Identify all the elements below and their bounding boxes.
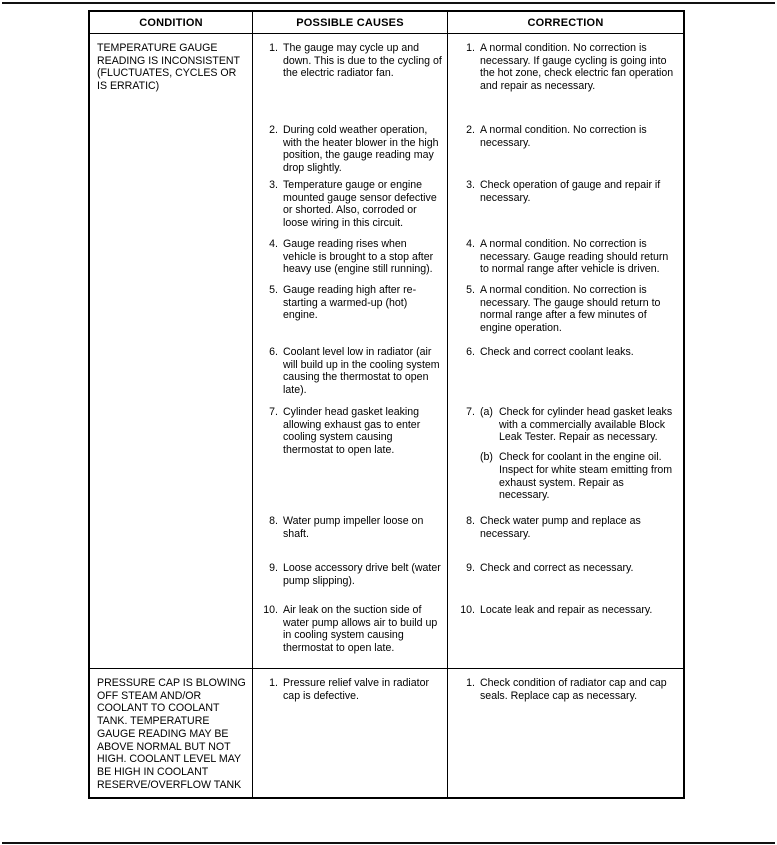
cause-item-number: 4. <box>269 238 278 250</box>
cause-item <box>259 346 442 397</box>
cause-item-text: During cold weather operation, with the heater blower in the high position, the gauge reading may drop slightly. <box>283 124 439 175</box>
correction-cell <box>448 34 683 124</box>
cause-item <box>259 604 442 655</box>
cause-item <box>259 42 442 80</box>
cause-cell <box>253 515 448 562</box>
cause-cell <box>253 284 448 346</box>
cause-item <box>259 562 442 587</box>
condition-cell: PRESSURE CAP IS BLOWING OFF STEAM AND/OR COOLANT TO COOLANT TANK. TEMPERATURE GAUGE READING MAY BE ABOVE NORMAL BUT NOT HIGH. COOLANT LEVEL MAY BE HIGH IN COOLANT RESERVE/OVERFLOW TANK <box>90 669 253 797</box>
cause-item-number: 6. <box>269 346 278 358</box>
cause-cell <box>253 34 448 124</box>
table-header-row <box>90 12 683 34</box>
cause-correction-pair <box>253 238 683 284</box>
correction-item-number: 9. <box>466 562 475 574</box>
correction-cell <box>448 179 683 238</box>
cause-item-number: 1. <box>269 677 278 689</box>
cause-cell <box>253 406 448 515</box>
cause-item-text: The gauge may cycle up and down. This is due to the cycling of the electric radiator fan. <box>283 42 442 80</box>
correction-item-number: 3. <box>466 179 475 191</box>
cause-item <box>259 124 442 175</box>
cause-item <box>259 515 442 540</box>
cause-cell <box>253 124 448 179</box>
cause-item-text: Coolant level low in radiator (air will build up in the cooling system causing the thermostat to open late). <box>283 346 440 397</box>
cause-item-text: Cylinder head gasket leaking allowing exhaust gas to enter cooling system causing thermostat to open late. <box>283 406 421 457</box>
cause-item-number: 5. <box>269 284 278 296</box>
cause-item <box>259 238 442 276</box>
correction-cell <box>448 669 683 797</box>
column-header-correction: CORRECTION <box>527 17 604 29</box>
correction-cell <box>448 515 683 562</box>
cause-item-text: Loose accessory drive belt (water pump slipping). <box>283 562 441 587</box>
cause-correction-pair <box>253 669 683 797</box>
cause-correction-pair <box>253 284 683 346</box>
cause-item-number: 8. <box>269 515 278 527</box>
correction-item-number: 5. <box>466 284 475 296</box>
correction-cell <box>448 406 683 515</box>
correction-subitem-text: Check for cylinder head gasket leaks with a commercially available Block Leak Tester. Repair as necessary. <box>499 406 673 444</box>
cause-item-number: 3. <box>269 179 278 191</box>
correction-item-number: 1. <box>466 677 475 689</box>
correction-item-number: 10. <box>460 604 475 616</box>
correction-item <box>456 179 675 204</box>
table-row <box>90 34 683 668</box>
correction-item-text: A normal condition. No correction is necessary. The gauge should return to normal range after a few minutes of engine operation. <box>480 284 661 335</box>
cause-item-number: 2. <box>269 124 278 136</box>
cause-correction-pair <box>253 124 683 179</box>
page-bottom-rule <box>2 842 775 844</box>
correction-item <box>456 42 675 93</box>
correction-subitem-label: (a) <box>480 406 493 418</box>
correction-item <box>456 238 675 276</box>
cause-cell <box>253 669 448 797</box>
correction-item-text: Check condition of radiator cap and cap seals. Replace cap as necessary. <box>480 677 667 702</box>
cause-item <box>259 406 442 457</box>
correction-cell <box>448 238 683 284</box>
correction-subitem-label: (b) <box>480 451 493 464</box>
cause-item-number: 1. <box>269 42 278 54</box>
cause-item-text: Water pump impeller loose on shaft. <box>283 515 424 540</box>
correction-item <box>456 284 675 335</box>
condition-cell: TEMPERATURE GAUGE READING IS INCONSISTENT (FLUCTUATES, CYCLES OR IS ERRATIC) <box>90 34 253 668</box>
cause-cell <box>253 604 448 668</box>
correction-item-text: A normal condition. No correction is necessary. <box>480 124 647 149</box>
cause-item <box>259 179 442 230</box>
correction-item-number: 2. <box>466 124 475 136</box>
cause-correction-pair <box>253 406 683 515</box>
correction-item <box>456 562 675 575</box>
cause-cell <box>253 238 448 284</box>
correction-subitem-a <box>480 406 675 444</box>
cause-correction-column <box>253 669 683 797</box>
correction-item-text: A normal condition. No correction is necessary. If gauge cycling is going into the hot zone, check electric fan operation and repair as necessary. <box>480 42 674 93</box>
column-header-condition: CONDITION <box>90 12 253 33</box>
table-row <box>90 668 683 797</box>
cause-correction-pair <box>253 562 683 604</box>
cause-item <box>259 677 442 702</box>
correction-subitems <box>480 406 675 502</box>
correction-item <box>456 406 675 502</box>
cause-item <box>259 284 442 322</box>
correction-cell <box>448 284 683 346</box>
cause-correction-pair <box>253 34 683 124</box>
correction-subitem-text: Check for coolant in the engine oil. Inspect for white steam emitting from exhaust system. Repair as necessary. <box>499 451 673 502</box>
correction-cell <box>448 562 683 604</box>
correction-item-number: 7. <box>466 406 475 418</box>
correction-item-text: Check and correct as necessary. <box>480 562 634 574</box>
cause-item-number: 7. <box>269 406 278 418</box>
correction-item-number: 8. <box>466 515 475 527</box>
correction-cell <box>448 346 683 406</box>
cause-cell <box>253 562 448 604</box>
cause-item-text: Temperature gauge or engine mounted gauge sensor defective or shorted. Also, corroded or loose wiring in this circuit. <box>283 179 437 230</box>
correction-item <box>456 346 675 359</box>
cause-correction-pair <box>253 179 683 238</box>
diagnosis-table <box>88 10 685 799</box>
correction-item <box>456 604 675 617</box>
correction-cell <box>448 124 683 179</box>
page-top-rule <box>2 2 775 4</box>
cause-correction-pair <box>253 515 683 562</box>
cause-correction-pair <box>253 346 683 406</box>
correction-item-text: Check operation of gauge and repair if necessary. <box>480 179 661 204</box>
column-header-possible-causes: POSSIBLE CAUSES <box>253 12 448 33</box>
cause-item-text: Gauge reading rises when vehicle is brought to a stop after heavy use (engine still running). <box>283 238 434 276</box>
cause-cell <box>253 346 448 406</box>
correction-item <box>456 515 675 540</box>
correction-cell <box>448 604 683 668</box>
cause-item-text: Pressure relief valve in radiator cap is defective. <box>283 677 430 702</box>
correction-item-text: Check and correct coolant leaks. <box>480 346 634 358</box>
correction-item-number: 4. <box>466 238 475 250</box>
cause-item-number: 10. <box>263 604 278 616</box>
correction-item-text: Locate leak and repair as necessary. <box>480 604 653 616</box>
cause-item-number: 9. <box>269 562 278 574</box>
correction-item-text: A normal condition. No correction is necessary. Gauge reading should return to normal range after vehicle is driven. <box>480 238 669 276</box>
correction-subitem-b <box>480 451 675 502</box>
correction-item <box>456 677 675 702</box>
cause-correction-column <box>253 34 683 668</box>
correction-item-number: 1. <box>466 42 475 54</box>
cause-item-text: Gauge reading high after re-starting a warmed-up (hot) engine. <box>283 284 417 322</box>
correction-item <box>456 124 675 149</box>
correction-item-number: 6. <box>466 346 475 358</box>
cause-item-text: Air leak on the suction side of water pump allows air to build up in cooling system causing thermostat to open late. <box>283 604 438 655</box>
correction-item-text: Check water pump and replace as necessary. <box>480 515 641 540</box>
cause-cell <box>253 179 448 238</box>
cause-correction-pair <box>253 604 683 668</box>
